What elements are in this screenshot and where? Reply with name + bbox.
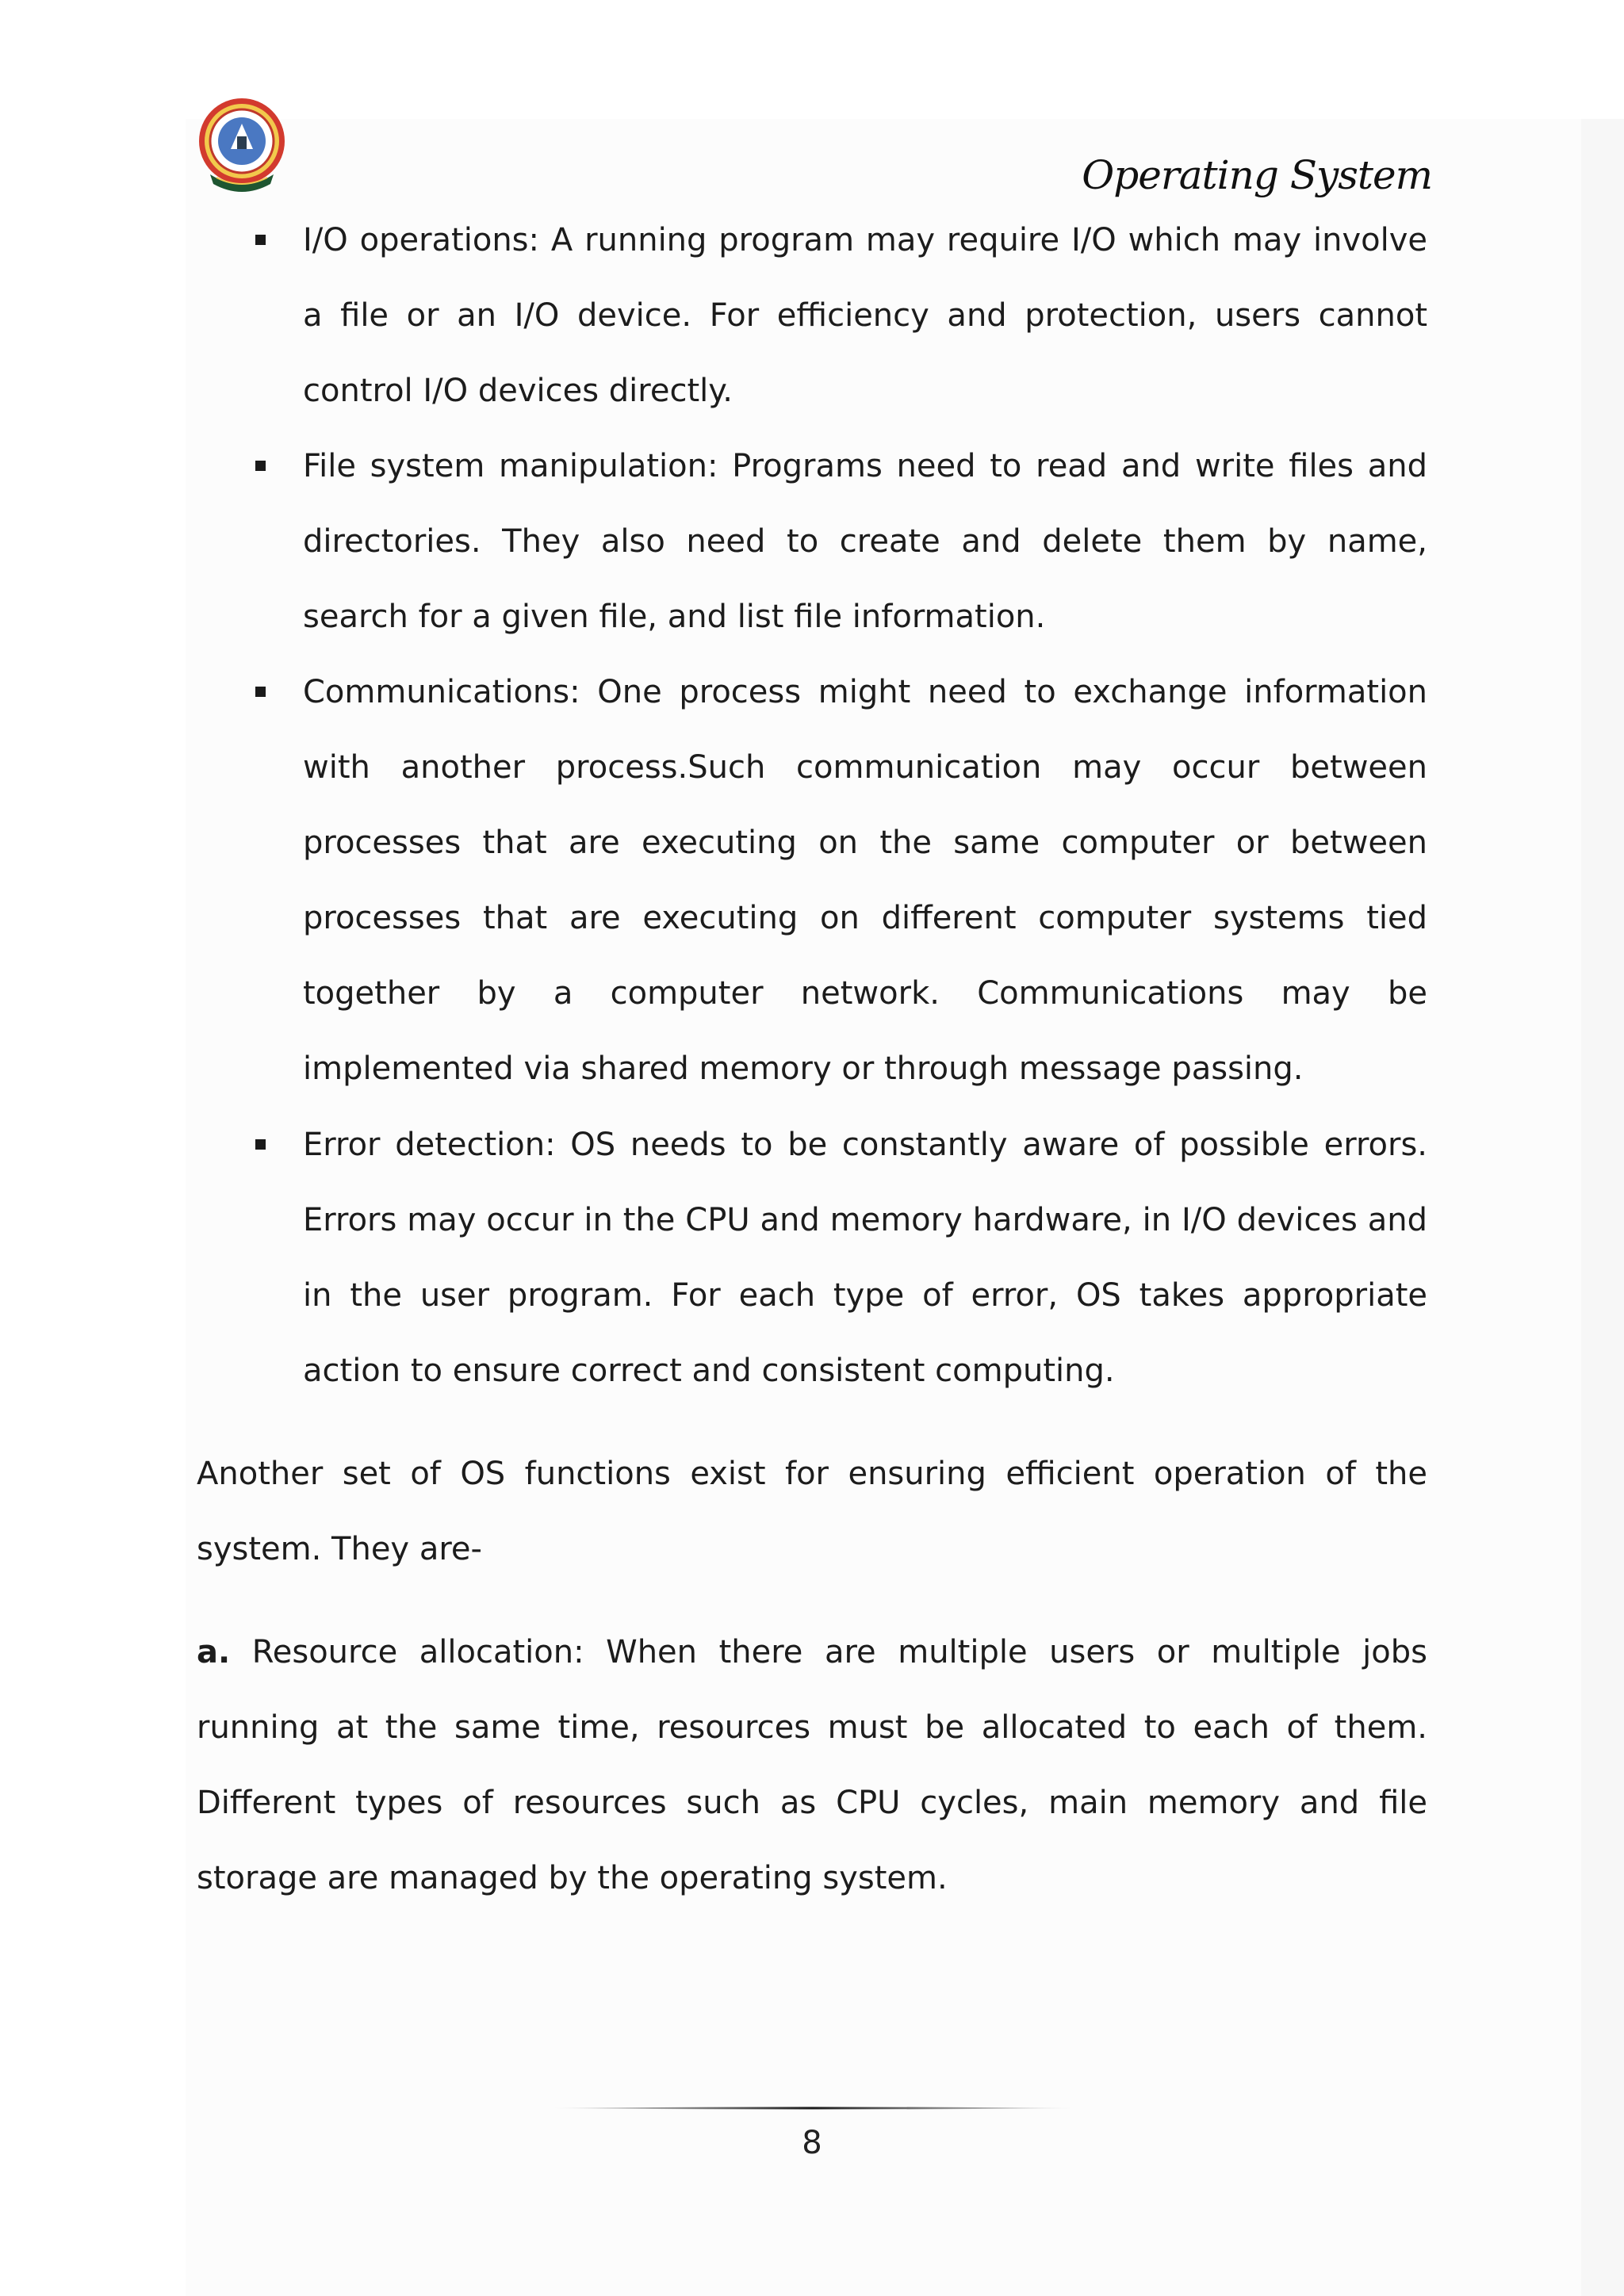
bullet-item-communications xyxy=(303,655,1427,1107)
square-bullet-icon xyxy=(255,687,266,697)
bullet-item-file-system xyxy=(303,429,1427,655)
square-bullet-icon xyxy=(255,1139,266,1150)
page-margin-shade xyxy=(1581,119,1624,2296)
bullet-text: File system manipulation: Programs need to read and write files and directories. They also need to create and delete them by name, search for a given file, and list file information. xyxy=(303,448,1427,635)
bullet-text: I/O operations: A running program may require I/O which may involve a file or an I/O device. For efficiency and protection, users cannot control I/O devices directly. xyxy=(303,222,1427,409)
item-label: a. xyxy=(197,1634,231,1670)
intro-paragraph: Another set of OS functions exist for ensuring efficient operation of the system. They are- xyxy=(197,1456,1427,1567)
item-text: Resource allocation: When there are multiple users or multiple jobs running at the same time, resources must be allocated to each of them. Different types of resources such as CPU cycles, main memory and file storage are managed by the operating system. xyxy=(197,1634,1427,1896)
institution-logo xyxy=(194,95,293,198)
running-header-title: Operating System xyxy=(1082,152,1432,198)
bullet-item-io-operations xyxy=(303,203,1427,429)
bullet-item-error-detection xyxy=(303,1108,1427,1409)
square-bullet-icon xyxy=(255,235,266,245)
page-number: 8 xyxy=(802,2125,822,2161)
footer-divider xyxy=(547,2106,1078,2110)
bullet-text: Communications: One process might need to exchange information with another process.Such communication may occur between processes that are executing on the same computer or between processes that are executing on different computer systems tied together by a computer network. Communications may be implemented via shared memory or through message passing. xyxy=(303,674,1427,1087)
bullet-text: Error detection: OS needs to be constantly aware of possible errors. Errors may occur in the CPU and memory hardware, in I/O devices and in the user program. For each type of error, OS takes appropriate action to ensure correct and consistent computing. xyxy=(303,1127,1427,1389)
list-item-resource-allocation xyxy=(197,1615,1427,1916)
square-bullet-icon xyxy=(255,461,266,471)
